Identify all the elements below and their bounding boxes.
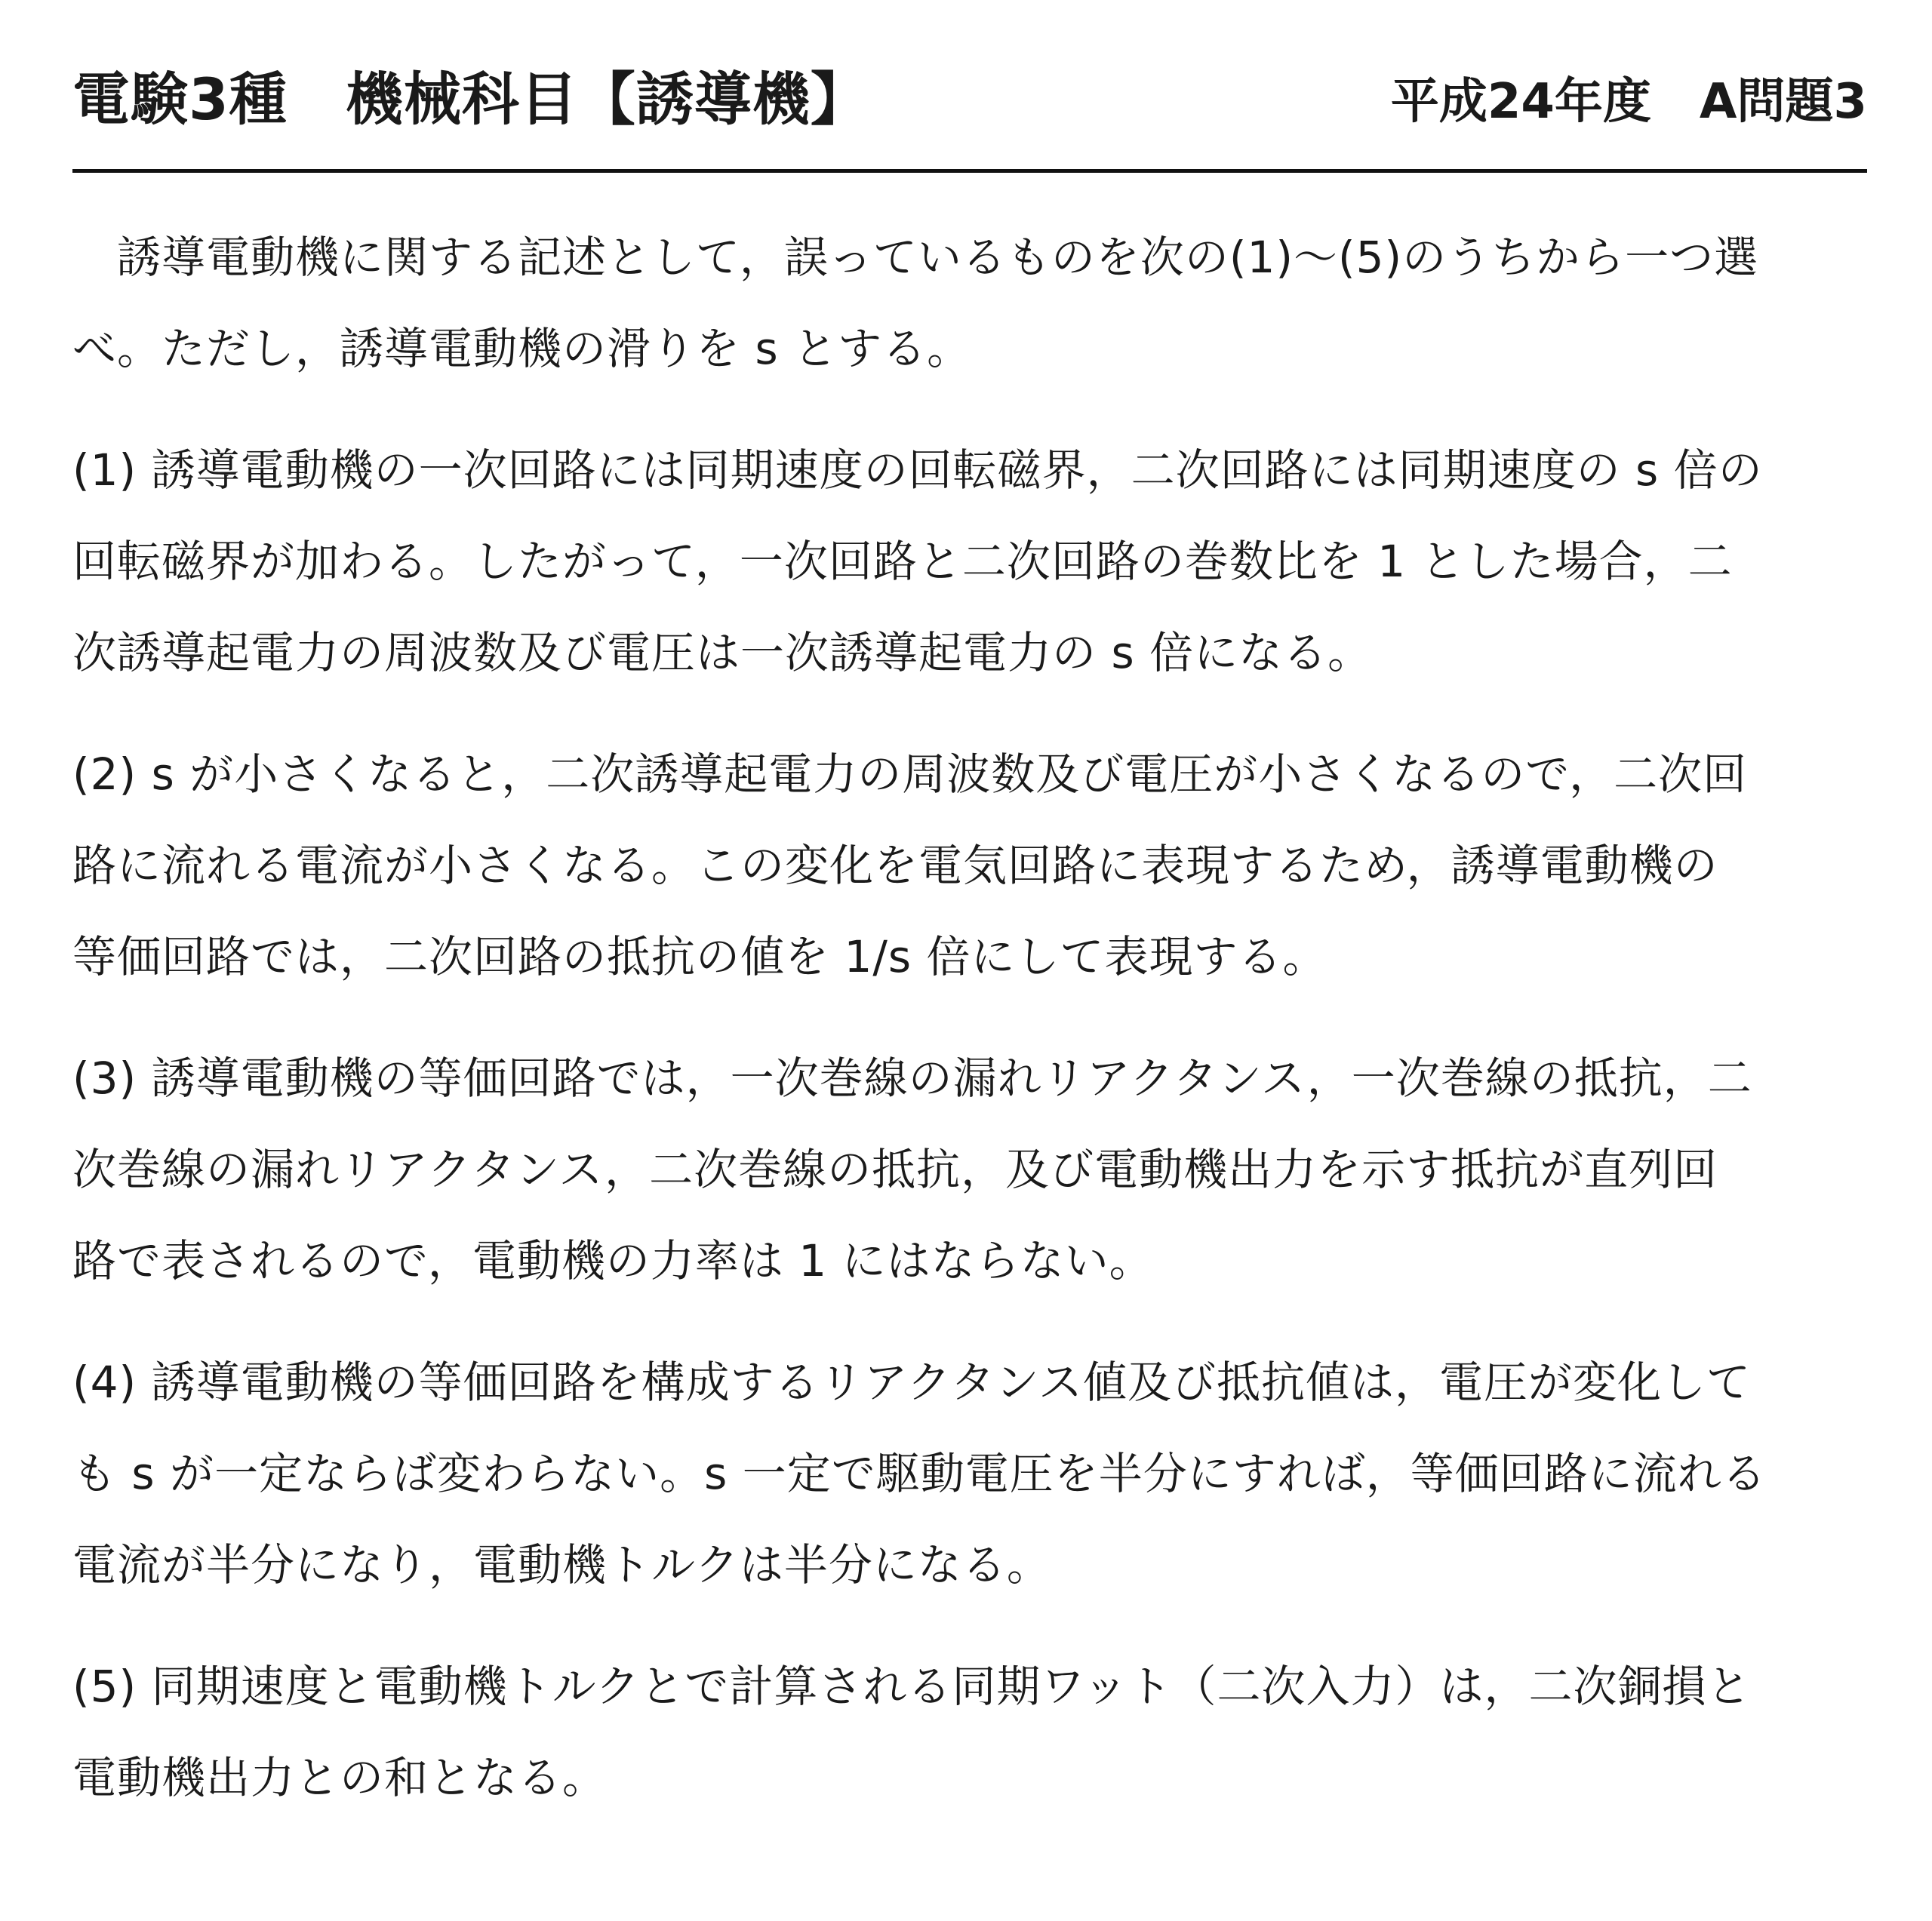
option-line: (3) 誘導電動機の等価回路では，一次巻線の漏れリアクタンス，一次巻線の抵抗，二 xyxy=(72,1053,1752,1104)
option-line: 路で表されるので，電動機の力率は 1 にはならない。 xyxy=(72,1235,1154,1286)
question-line: 誘導電動機に関する記述として，誤っているものを次の(1)〜(5)のうちから一つ選 xyxy=(72,232,1759,283)
option-line: (2) s が小さくなると，二次誘導起電力の周波数及び電圧が小さくなるので，二次回 xyxy=(72,748,1748,800)
option-line: 次誘導起電力の周波数及び電圧は一次誘導起電力の s 倍になる。 xyxy=(72,627,1373,678)
option-line: 路に流れる電流が小さくなる。この変化を電気回路に表現するため，誘導電動機の xyxy=(72,840,1718,891)
option-line: 電流が半分になり，電動機トルクは半分になる。 xyxy=(72,1539,1051,1591)
page-title: 電験3種 機械科目【誘導機】 xyxy=(72,66,869,133)
option-line: 次巻線の漏れリアクタンス，二次巻線の抵抗，及び電動機出力を示す抵抗が直列回 xyxy=(72,1144,1718,1195)
option-5 xyxy=(72,1641,1867,1824)
exam-reference: 平成24年度 A問題3 xyxy=(1390,74,1867,130)
option-line: (1) 誘導電動機の一次回路には同期速度の回転磁界，二次回路には同期速度の s 倍の xyxy=(72,444,1763,496)
question-stem xyxy=(72,212,1867,395)
question-line: べ。ただし，誘導電動機の滑りを s とする。 xyxy=(72,323,972,374)
option-line: も s が一定ならば変わらない。s 一定で駆動電圧を半分にすれば，等価回路に流れる xyxy=(72,1448,1767,1499)
option-line: 回転磁界が加わる。したがって，一次回路と二次回路の巻数比を 1 とした場合，二 xyxy=(72,536,1733,587)
option-line: 等価回路では，二次回路の抵抗の値を 1/s 倍にして表現する。 xyxy=(72,931,1327,982)
question-body xyxy=(72,212,1867,1824)
option-line: (5) 同期速度と電動機トルクとで計算される同期ワット（二次入力）は，二次銅損と xyxy=(72,1661,1752,1712)
document-page xyxy=(72,0,1867,1824)
header xyxy=(72,0,1867,173)
option-1 xyxy=(72,425,1867,699)
option-line: (4) 誘導電動機の等価回路を構成するリアクタンス値及び抵抗値は，電圧が変化して xyxy=(72,1357,1751,1408)
option-3 xyxy=(72,1033,1867,1307)
option-line: 電動機出力との和となる。 xyxy=(72,1752,608,1803)
option-2 xyxy=(72,729,1867,1003)
option-4 xyxy=(72,1337,1867,1611)
